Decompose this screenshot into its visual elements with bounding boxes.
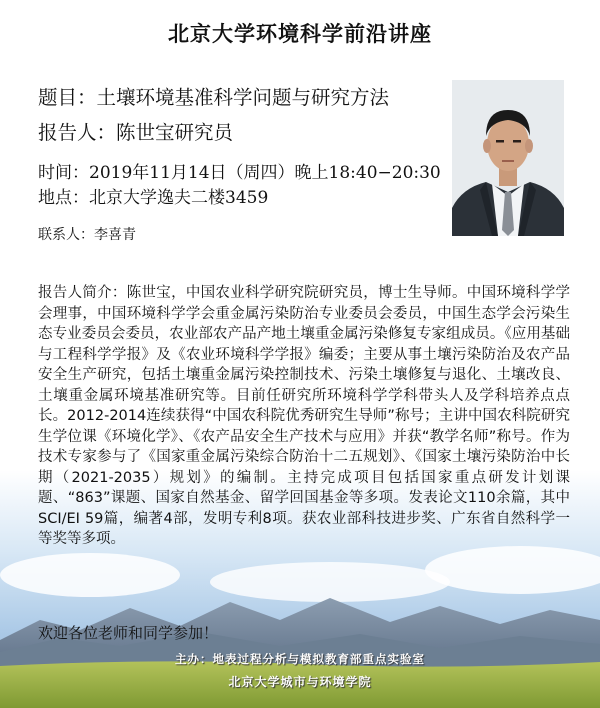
- speaker-photo: [452, 80, 564, 236]
- lecture-place: 地点：北京大学逸夫二楼3459: [38, 188, 269, 208]
- lecture-time: 时间：2019年11月14日（周四）晚上18:40−20:30: [38, 163, 441, 183]
- lecture-speaker: 报告人：陈世宝研究员: [38, 121, 234, 144]
- speaker-portrait-icon: [452, 80, 564, 236]
- speaker-introduction: 报告人简介：陈世宝，中国农业科学研究院研究员，博士生导师。中国环境科学学会理事，中国环境科学学会重金属污染防治专业委员会委员，中国生态学会污染生态专业委员会委员，农业部农产品产地土壤重金属污染修复专家组成员。《应用基础与工程科学学报》及《农业环境科学学报》编委；主要从事土壤污染防治及农产品安全生产研究，包括土壤重金属污染控制技术、污染土壤修复与退化、土壤改良、土壤重金属环境基准研究等。目前任研究所环境科学学科带头人及学科培养点点长。2012-2014连续获得“中国农科院优秀研究生导师”称号；主讲中国农科院研究生学位课《环境化学》、《农产品安全生产技术与应用》并获“教学名师”称号。作为技术专家参与了《国家重金属污染综合防治十二五规划》、《国家土壤污染防治中长期（2021-2035）规划》的编制。主持完成项目包括国家重点研发计划课题、“863”课题、国家自然基金、留学回国基金等多项。发表论文110余篇，其中SCI/EI 59篇，编著4部，发明专利8项。获农业部科技进步奖、广东省自然科学一等奖等多项。: [38, 285, 570, 547]
- contact-person: 联系人：李喜青: [38, 227, 136, 243]
- lecture-topic: 题目：土壤环境基准科学问题与研究方法: [38, 86, 390, 109]
- host-organizer: 主办：地表过程分析与模拟教育部重点实验室: [175, 652, 425, 666]
- poster-title: 北京大学环境科学前沿讲座: [168, 22, 432, 46]
- welcome-message: 欢迎各位老师和同学参加！: [38, 624, 219, 642]
- school-name: 北京大学城市与环境学院: [228, 675, 372, 689]
